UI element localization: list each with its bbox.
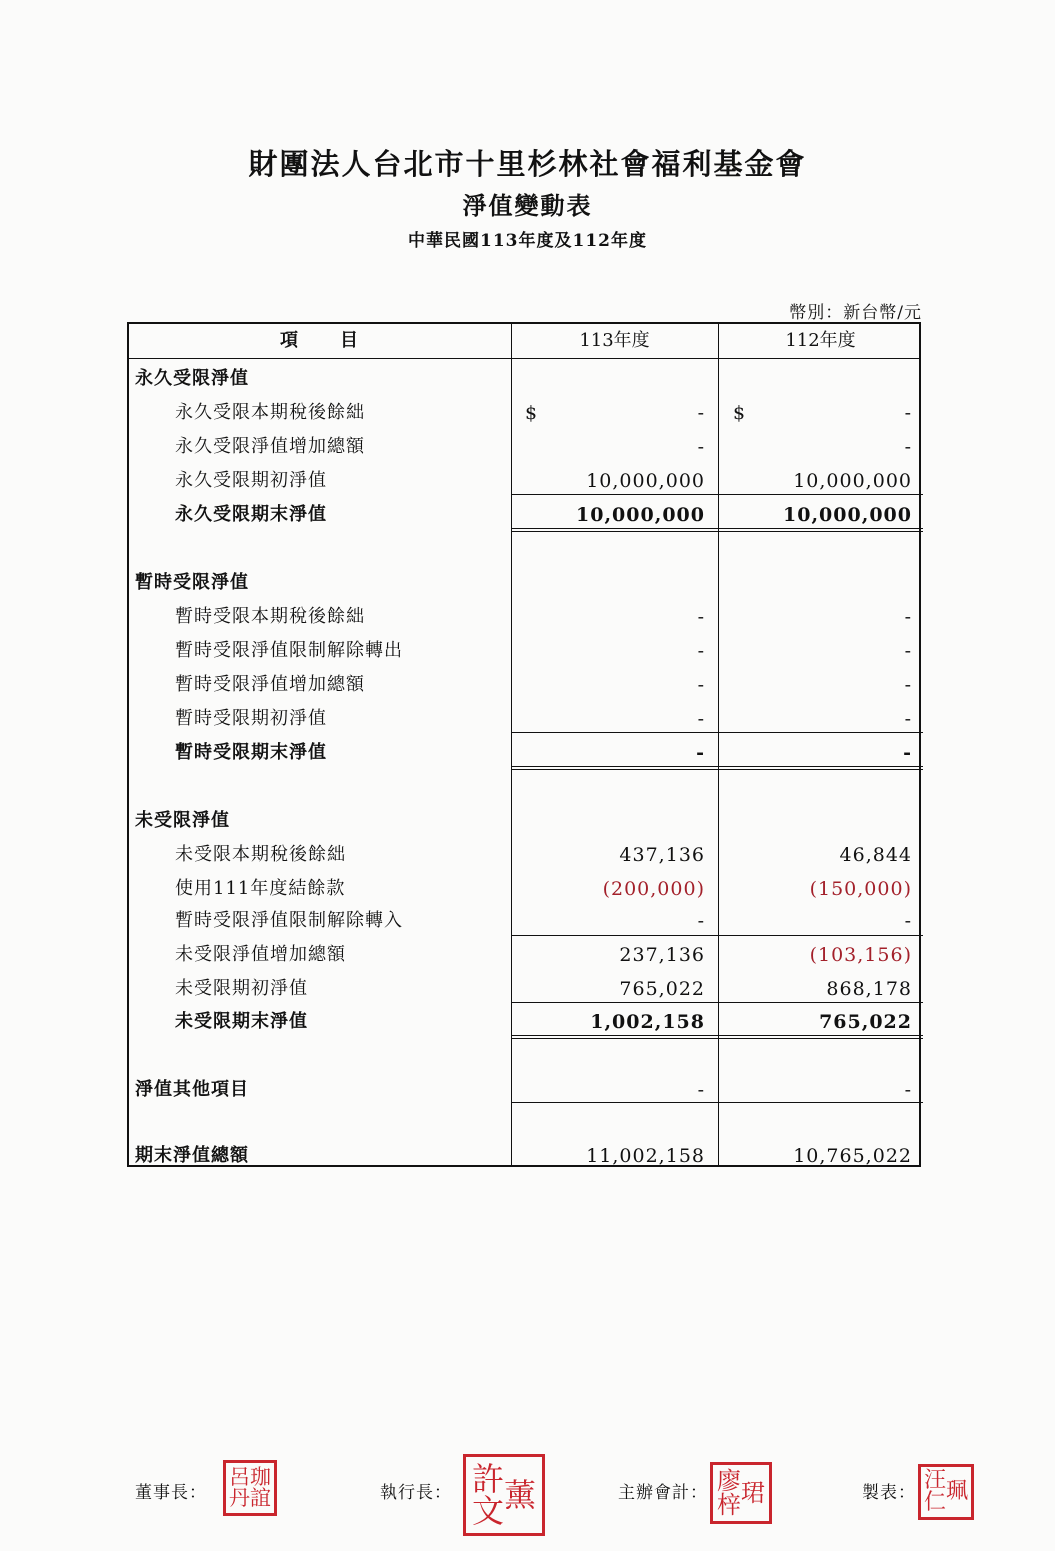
value-113: 1,002,158 (590, 1011, 705, 1033)
row-label: 永久受限本期稅後餘絀 (175, 402, 365, 423)
value-113: 765,022 (619, 978, 705, 1000)
value-112: 10,000,000 (793, 470, 912, 492)
table-row (129, 838, 919, 872)
value-113: 10,000,000 (576, 504, 705, 526)
row-label: 未受限期末淨值 (175, 1011, 308, 1032)
subtotal-rule (511, 1102, 923, 1103)
value-113: - (697, 606, 705, 628)
column-header-item: 項 目 (280, 330, 360, 351)
value-113: (200,000) (602, 878, 705, 900)
row-label: 暫時受限本期稅後餘絀 (175, 606, 365, 627)
value-113: - (697, 708, 705, 730)
value-113: - (697, 1079, 705, 1101)
table-row (129, 702, 919, 736)
row-label: 使用111年度結餘款 (175, 878, 346, 899)
value-112: - (904, 708, 912, 730)
table-row (129, 668, 919, 702)
ceo-seal: 許 文 薰 (463, 1454, 545, 1536)
row-label: 未受限期初淨值 (175, 978, 308, 999)
accountant-label: 主辦會計： (618, 1483, 708, 1503)
section-title-unrestricted: 未受限淨值 (135, 810, 230, 831)
value-113: - (696, 742, 705, 764)
table-row (129, 736, 919, 770)
ceo-label: 執行長： (380, 1483, 452, 1503)
section-header-row (129, 804, 919, 838)
row-label: 永久受限期末淨值 (175, 504, 327, 525)
net-value-change-table (127, 322, 921, 1167)
subtotal-rule (511, 935, 923, 936)
value-113: - (697, 674, 705, 696)
value-112: - (904, 606, 912, 628)
section-header-row (129, 566, 919, 600)
value-112: - (904, 640, 912, 662)
table-row (129, 904, 919, 938)
chairman-seal: 呂 丹 珈 誼 (223, 1460, 277, 1516)
value-113: 10,000,000 (586, 470, 705, 492)
row-label-total: 期末淨值總額 (135, 1145, 249, 1166)
value-112: - (903, 742, 912, 764)
value-112: 868,178 (826, 978, 912, 1000)
table-row (129, 498, 919, 532)
value-113: - (697, 640, 705, 662)
preparer-seal: 汪 仁 珮 (918, 1464, 974, 1520)
row-label: 永久受限期初淨值 (175, 470, 327, 491)
row-label: 暫時受限淨值增加總額 (175, 674, 365, 695)
row-label: 未受限本期稅後餘絀 (175, 844, 346, 865)
value-113: 11,002,158 (586, 1145, 705, 1167)
table-row (129, 430, 919, 464)
value-112: - (904, 910, 912, 932)
total-row (129, 1139, 919, 1173)
section-title-permanent: 永久受限淨值 (135, 368, 249, 389)
section-header-row (129, 362, 919, 396)
table-row (129, 396, 919, 430)
column-header-112: 112年度 (785, 330, 856, 351)
section-title-temporary: 暫時受限淨值 (135, 572, 249, 593)
table-row (129, 600, 919, 634)
value-112: 765,022 (819, 1011, 912, 1033)
total-double-rule (511, 766, 923, 770)
table-row (129, 464, 919, 498)
value-112: 10,000,000 (783, 504, 912, 526)
value-113: - (697, 910, 705, 932)
value-112: 10,765,022 (793, 1145, 912, 1167)
value-112: - (904, 402, 912, 424)
value-112: (103,156) (809, 944, 912, 966)
value-113: 237,136 (619, 944, 705, 966)
table-row (129, 972, 919, 1006)
row-label: 暫時受限期初淨值 (175, 708, 327, 729)
dollar-sign: $ (733, 402, 746, 424)
currency-note: 幣別：新台幣/元 (789, 303, 922, 323)
total-double-rule (511, 528, 923, 532)
header-divider (129, 358, 919, 359)
value-113: - (697, 436, 705, 458)
table-row (129, 872, 919, 906)
column-header-113: 113年度 (579, 330, 650, 351)
row-label: 暫時受限淨值限制解除轉入 (175, 910, 403, 931)
chairman-label: 董事長： (135, 1483, 207, 1503)
total-double-rule (511, 1035, 923, 1039)
row-label-other: 淨值其他項目 (135, 1079, 249, 1100)
subtotal-rule (511, 494, 719, 495)
row-label: 暫時受限淨值限制解除轉出 (175, 640, 403, 661)
table-row (129, 634, 919, 668)
value-112: - (904, 674, 912, 696)
subtotal-rule (511, 732, 923, 733)
preparer-label: 製表： (862, 1483, 916, 1503)
value-112: 46,844 (839, 844, 912, 866)
table-row (129, 1005, 919, 1039)
accountant-seal: 廖 梓 珺 (710, 1462, 772, 1524)
dollar-sign: $ (525, 402, 538, 424)
row-label: 未受限淨值增加總額 (175, 944, 346, 965)
row-label: 永久受限淨值增加總額 (175, 436, 365, 457)
value-112: (150,000) (809, 878, 912, 900)
row-label: 暫時受限期末淨值 (175, 742, 327, 763)
document-title: 淨值變動表 (462, 191, 593, 220)
subtotal-rule (718, 494, 923, 495)
signature-block (0, 1460, 1055, 1540)
value-113: - (697, 402, 705, 424)
organization-title: 財團法人台北市十里杉林社會福利基金會 (248, 147, 807, 181)
value-112: - (904, 1079, 912, 1101)
value-112: - (904, 436, 912, 458)
table-row (129, 938, 919, 972)
subtotal-rule (511, 1002, 923, 1003)
value-113: 437,136 (619, 844, 705, 866)
report-period: 中華民國113年度及112年度 (408, 231, 647, 251)
